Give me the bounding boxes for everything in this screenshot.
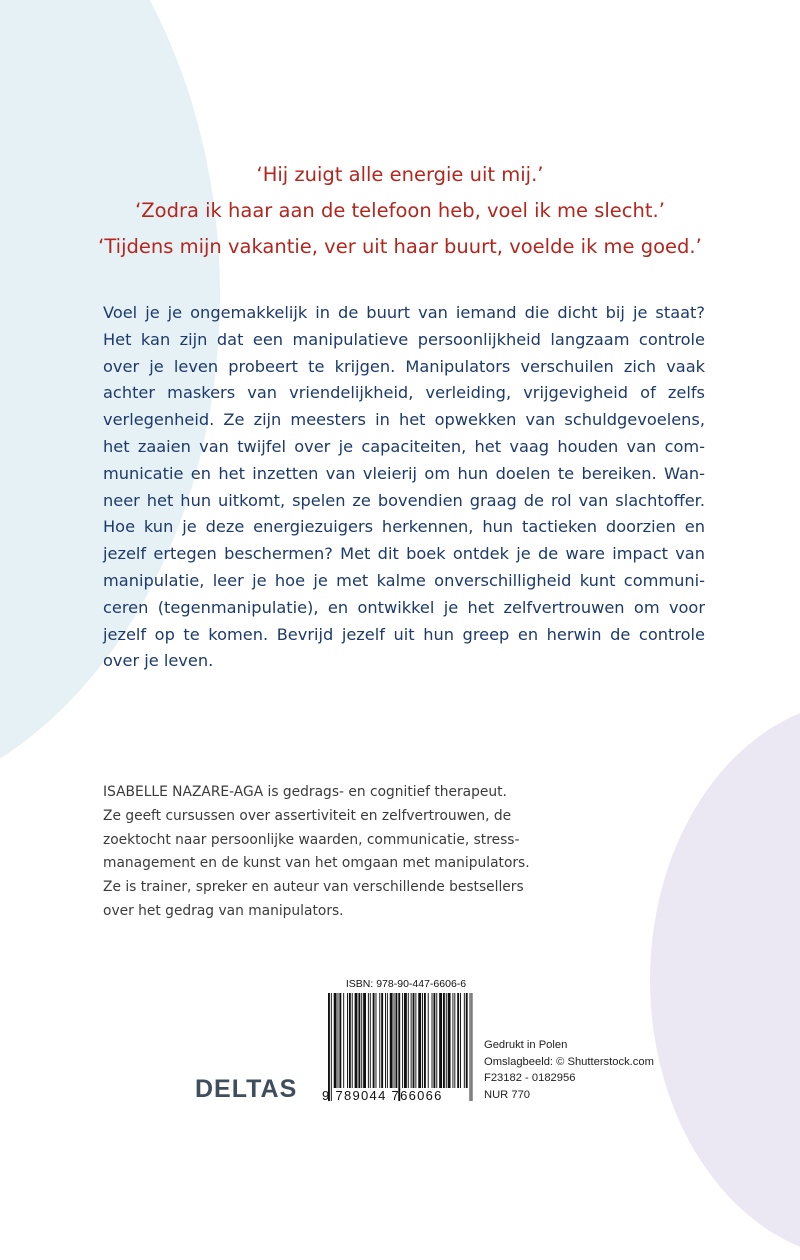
colophon-nur: NUR 770 (484, 1088, 531, 1101)
blurb-line: neer het hun uitkomt, spelen ze bovendien graag de rol van slachtoffer. (103, 490, 705, 510)
blurb-paragraph (103, 300, 705, 675)
blurb-line: achter maskers van vriendelijkheid, verleiding, vrijgevigheid of zelfs (103, 383, 705, 403)
colophon-cover-image: Omslagbeeld: © Shutterstock.com (484, 1055, 654, 1068)
blurb-line: municatie en het inzetten van vleierij om hun doelen te bereiken. Wan- (103, 463, 705, 483)
blurb-line: over je leven probeert te krijgen. Manipulators verschuilen zich vaak (103, 356, 705, 376)
blurb-line: Voel je je ongemakkelijk in de buurt van iemand die dicht bij je staat? (103, 303, 705, 322)
author-bio-line: zoektocht naar persoonlijke waarden, communicatie, stress- (103, 831, 520, 848)
blurb-line: Hoe kun je deze energiezuigers herkennen, hun tactieken doorzien en (103, 517, 705, 537)
publisher-logo: DELTAS (195, 1075, 298, 1103)
colophon (484, 1037, 724, 1103)
isbn-label: ISBN: 978-90-447-6606-6 (345, 978, 467, 990)
author-bio (103, 781, 603, 924)
colophon-printed: Gedrukt in Polen (484, 1039, 568, 1051)
blurb-line: ceren (tegenmanipulatie), en ontwikkel je het zelfvertrouwen om voor (103, 597, 705, 617)
blurb-line: jezelf op te komen. Bevrijd jezelf uit hun greep en herwin de controle (103, 624, 705, 644)
blurb-line: verlegenheid. Ze zijn meesters in het opwekken van schuldgevoelens, (103, 410, 705, 430)
author-bio-line: ISABELLE NAZARE-AGA is gedrags- en cognitief therapeut. (103, 784, 507, 800)
quote-1: ‘Hij zuigt alle energie uit mij.’ (256, 163, 544, 186)
background-blob-right (650, 700, 800, 1260)
quote-2: ‘Zodra ik haar aan de telefoon heb, voel ik me slecht.’ (135, 199, 665, 222)
quote-3: ‘Tijdens mijn vakantie, ver uit haar buurt, voelde ik me goed.’ (98, 235, 702, 258)
colophon-code: F23182 - 0182956 (484, 1072, 576, 1084)
author-bio-line: Ze geeft cursussen over assertiviteit en zelfvertrouwen, de (103, 807, 512, 824)
blurb-line: over je leven. (103, 651, 214, 671)
author-bio-line: over het gedrag van manipulators. (103, 902, 344, 919)
blurb-line: het zaaien van twijfel over je capaciteiten, het vaag houden van com- (103, 436, 705, 456)
quotes-block (40, 157, 760, 265)
author-bio-line: management en de kunst van het omgaan met manipulators. (103, 855, 530, 872)
barcode-digits: 9 789044 766066 (322, 1088, 443, 1103)
blurb-line: manipulatie, leer je hoe je met kalme onverschilligheid kunt communi- (103, 570, 705, 590)
author-bio-line: Ze is trainer, spreker en auteur van verschillende bestsellers (103, 879, 524, 896)
blurb-line: jezelf ertegen beschermen? Met dit boek ontdek je de ware impact van (103, 544, 705, 564)
blurb-line: Het kan zijn dat een manipulatieve persoonlijkheid langzaam controle (103, 329, 705, 349)
